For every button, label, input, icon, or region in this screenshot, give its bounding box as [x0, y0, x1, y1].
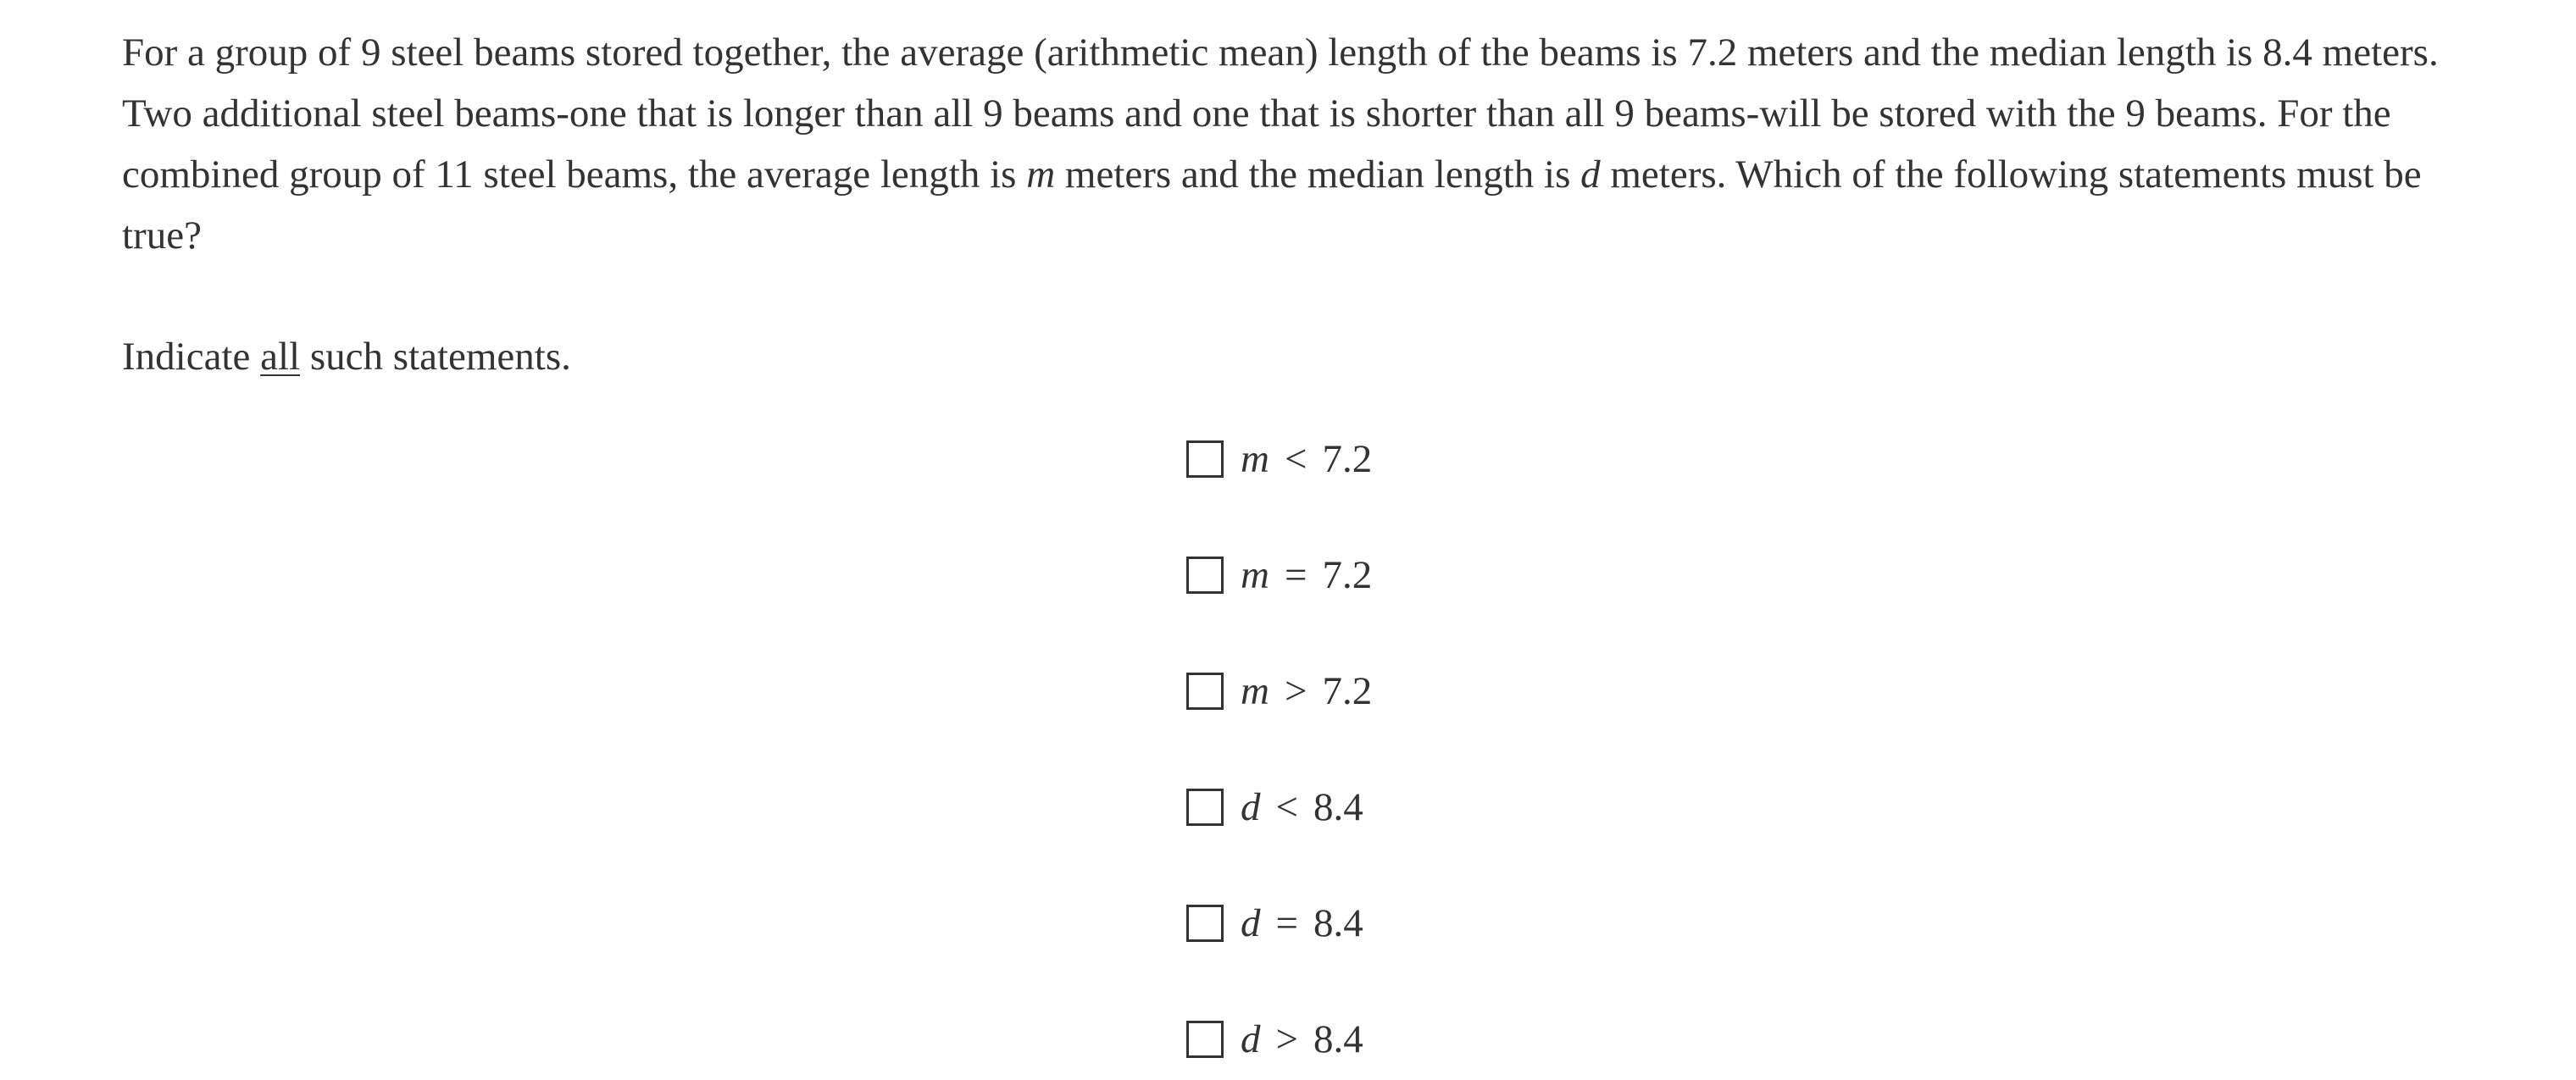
choice-6[interactable]: [1186, 1012, 1363, 1066]
choice-expression: [1241, 432, 1372, 486]
checkbox[interactable]: [1186, 789, 1224, 826]
checkbox[interactable]: [1186, 673, 1224, 710]
question-part-2: meters and the median length is: [1055, 152, 1581, 197]
choice-operator: <: [1275, 785, 1299, 829]
choice-operator: >: [1284, 669, 1307, 713]
question-text: [122, 22, 2486, 266]
choice-value: 8.4: [1313, 785, 1363, 829]
checkbox[interactable]: [1186, 905, 1224, 942]
checkbox[interactable]: [1186, 557, 1224, 594]
question-part-1: For a group of 9 steel beams stored together, the average (arithmetic mean) length of the beams is 7.2 meters and the median length is 8.4 meters. Two additional steel beams-one that is longer than all 9 beams and one that is shorter than all 9 beams-will be stored with the 9 beams. For the combined group of 11 steel beams, the average length is: [122, 30, 2439, 197]
choice-operator: =: [1284, 553, 1307, 597]
instruction-before: Indicate: [122, 335, 261, 379]
choice-value: 7.2: [1322, 437, 1373, 481]
choice-variable: m: [1241, 437, 1269, 481]
question-part-3: meters. Which of the following statements must be true?: [122, 152, 2422, 258]
choice-variable: d: [1241, 1017, 1261, 1061]
choice-value: 7.2: [1322, 553, 1373, 597]
choice-value: 8.4: [1313, 901, 1363, 945]
checkbox[interactable]: [1186, 440, 1224, 478]
choice-expression: [1241, 1012, 1363, 1066]
variable-d: d: [1580, 152, 1601, 197]
choice-variable: d: [1241, 901, 1261, 945]
choice-expression: [1241, 548, 1372, 602]
choice-variable: m: [1241, 669, 1269, 713]
instruction-after: such statements.: [300, 335, 571, 379]
choice-expression: [1241, 896, 1363, 950]
choice-1[interactable]: [1186, 432, 1372, 486]
choice-operator: =: [1275, 901, 1299, 945]
choice-expression: [1241, 780, 1363, 834]
choice-expression: [1241, 664, 1372, 718]
choice-4[interactable]: [1186, 780, 1363, 834]
variable-m: m: [1026, 152, 1056, 197]
choice-2[interactable]: [1186, 548, 1372, 602]
instruction-emphasis: all: [260, 335, 301, 379]
choice-value: 8.4: [1313, 1017, 1363, 1061]
choice-3[interactable]: [1186, 664, 1372, 718]
choice-variable: d: [1241, 785, 1261, 829]
checkbox[interactable]: [1186, 1021, 1224, 1058]
choice-variable: m: [1241, 553, 1269, 597]
choice-operator: >: [1275, 1017, 1299, 1061]
instruction-text: [122, 326, 571, 387]
choice-5[interactable]: [1186, 896, 1363, 950]
choice-value: 7.2: [1322, 669, 1373, 713]
choice-operator: <: [1284, 437, 1307, 481]
